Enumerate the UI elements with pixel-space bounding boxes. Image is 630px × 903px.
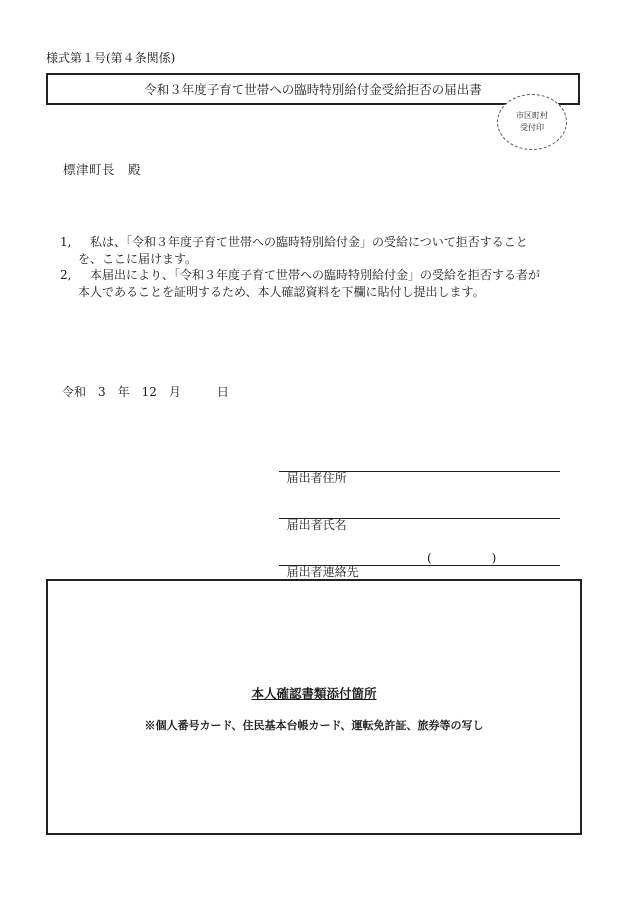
contact-field[interactable] xyxy=(279,549,560,579)
item-number: 1, xyxy=(60,235,72,249)
form-number: 様式第１号(第４条関係) xyxy=(46,51,176,65)
document-title xyxy=(46,73,580,105)
item-text: 私は、「令和３年度子育て世帯への臨時特別給付金」の受給について拒否することを、ここに届けます。 xyxy=(78,235,528,266)
stamp-label-line1: 市区町村 xyxy=(516,111,548,120)
stamp-label-line2: 受付印 xyxy=(520,123,544,132)
name-field[interactable] xyxy=(279,502,560,532)
item-number: 2, xyxy=(60,268,72,282)
contact-area-code-paren: ( ) xyxy=(427,551,497,565)
name-label: 届出者氏名 xyxy=(286,518,347,532)
item-text: 本届出により、「令和３年度子育て世帯への臨時特別給付金」の受給を拒否する者が本人であることを証明するため、本人確認資料を下欄に貼付し提出します。 xyxy=(78,268,541,299)
attachment-title-text: 本人確認書類添付箇所 xyxy=(251,686,377,701)
addressee: 標津町長 殿 xyxy=(63,162,142,177)
address-field[interactable] xyxy=(279,455,560,485)
contact-label: 届出者連絡先 xyxy=(286,565,359,579)
attachment-note: ※個人番号カード、住民基本台帳カード、運転免許証、旅券等の写し xyxy=(144,719,484,732)
declaration-item-1 xyxy=(60,234,550,267)
declaration-item-2 xyxy=(60,267,550,300)
reception-stamp-area xyxy=(497,94,567,150)
attachment-title xyxy=(46,684,582,702)
date-line: 令和 3 年 12 月 日 xyxy=(62,385,229,399)
id-document-attachment-area xyxy=(46,579,582,835)
address-label: 届出者住所 xyxy=(286,471,347,485)
document-title-text: 令和３年度子育て世帯への臨時特別給付金受給拒否の届出書 xyxy=(144,82,482,97)
